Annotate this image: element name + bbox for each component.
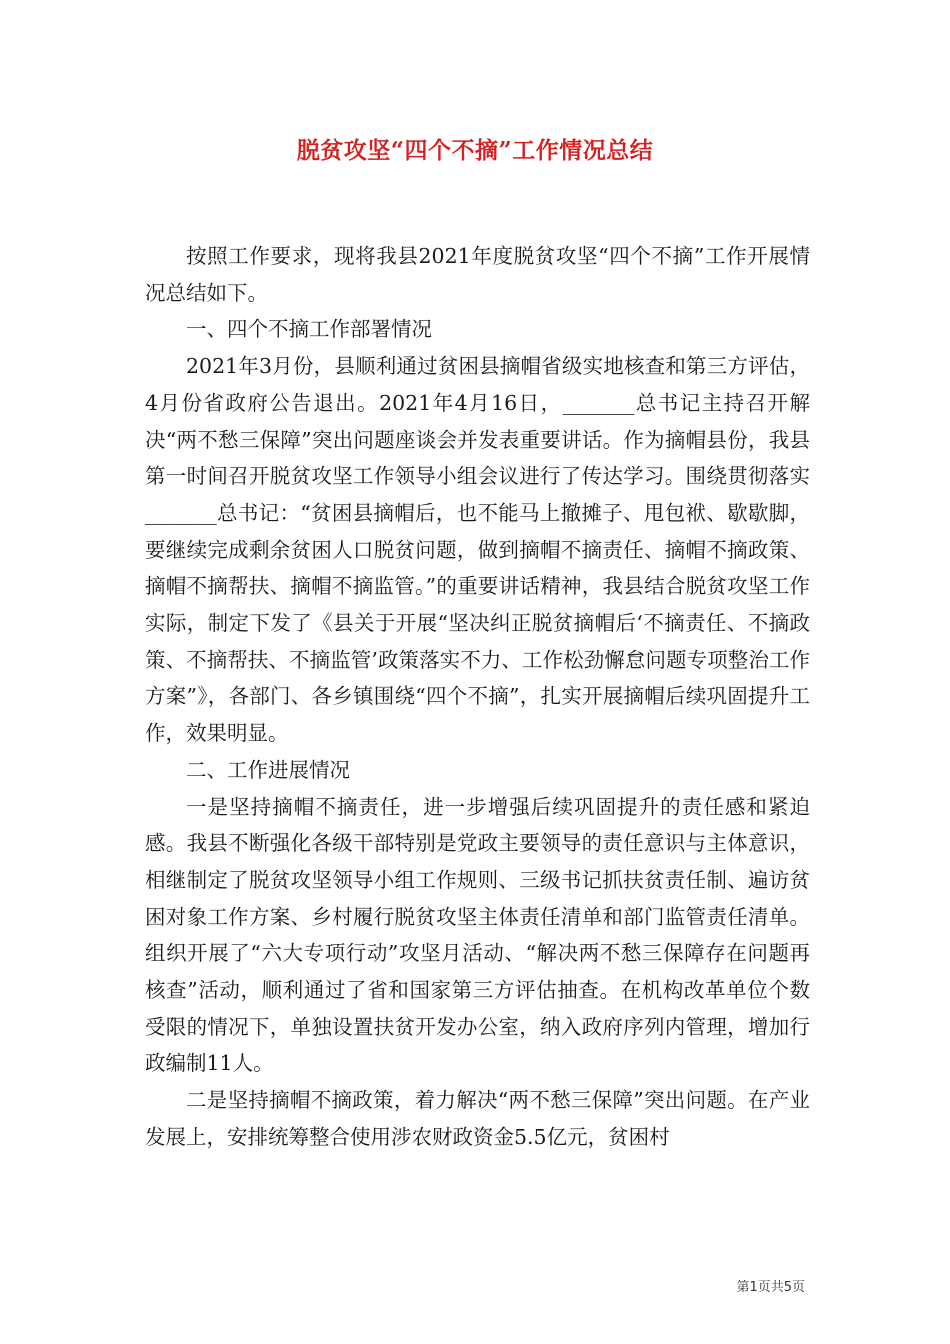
section-1-paragraph: 2021年3月份，县顺利通过贫困县摘帽省级实地核查和第三方评估，4月份省政府公告退出。2021年4月16日，_______总书记主持召开解决“两不愁三保障”突出问题座谈会并发表重要讲话。作为摘帽县份，我县第一时间召开脱贫攻坚工作领导小组会议进行了传达学习。围绕贯彻落实_______总书记：“贫困县摘帽后，也不能马上撤摊子、甩包袱、歇歇脚，要继续完成剩余贫困人口脱贫问题，做到摘帽不摘责任、摘帽不摘政策、摘帽不摘帮扶、摘帽不摘监管。”的重要讲话精神，我县结合脱贫攻坚工作实际，制定下发了《县关于开展“坚决纠正脱贫摘帽后‘不摘责任、不摘政策、不摘帮扶、不摘监管’政策落实不力、工作松劲懈怠问题专项整治工作方案”》，各部门、各乡镇围绕“四个不摘”，扎实开展摘帽后续巩固提升工作，效果明显。 <box>145 354 810 746</box>
section-2-paragraph-1: 一是坚持摘帽不摘责任，进一步增强后续巩固提升的责任感和紧迫感。我县不断强化各级干部特别是党政主要领导的责任意识与主体意识，相继制定了脱贫攻坚领导小组工作规则、三级书记抓扶贫责任制、遍访贫困对象工作方案、乡村履行脱贫攻坚主体责任清单和部门监管责任清单。组织开展了“六大专项行动”攻坚月活动、“解决两不愁三保障存在问题再核查”活动，顺利通过了省和国家第三方评估抽查。在机构改革单位个数受限的情况下，单独设置扶贫开发办公室，纳入政府序列内管理，增加行政编制11人。 <box>145 794 810 1076</box>
section-2-paragraph-2: 二是坚持摘帽不摘政策，着力解决“两不愁三保障”突出问题。在产业发展上，安排统筹整合使用涉农财政资金5.5亿元，贫困村 <box>145 1088 810 1149</box>
page-number: 第1页共5页 <box>736 1280 805 1295</box>
section-heading-2: 二、工作进展情况 <box>186 757 350 782</box>
section-heading-1: 一、四个不摘工作部署情况 <box>186 317 432 342</box>
intro-paragraph: 按照工作要求，现将我县2021年度脱贫攻坚“四个不摘”工作开展情况总结如下。 <box>145 244 810 305</box>
document-body <box>145 238 810 1156</box>
document-title: 脱贫攻坚“四个不摘”工作情况总结 <box>296 137 654 164</box>
